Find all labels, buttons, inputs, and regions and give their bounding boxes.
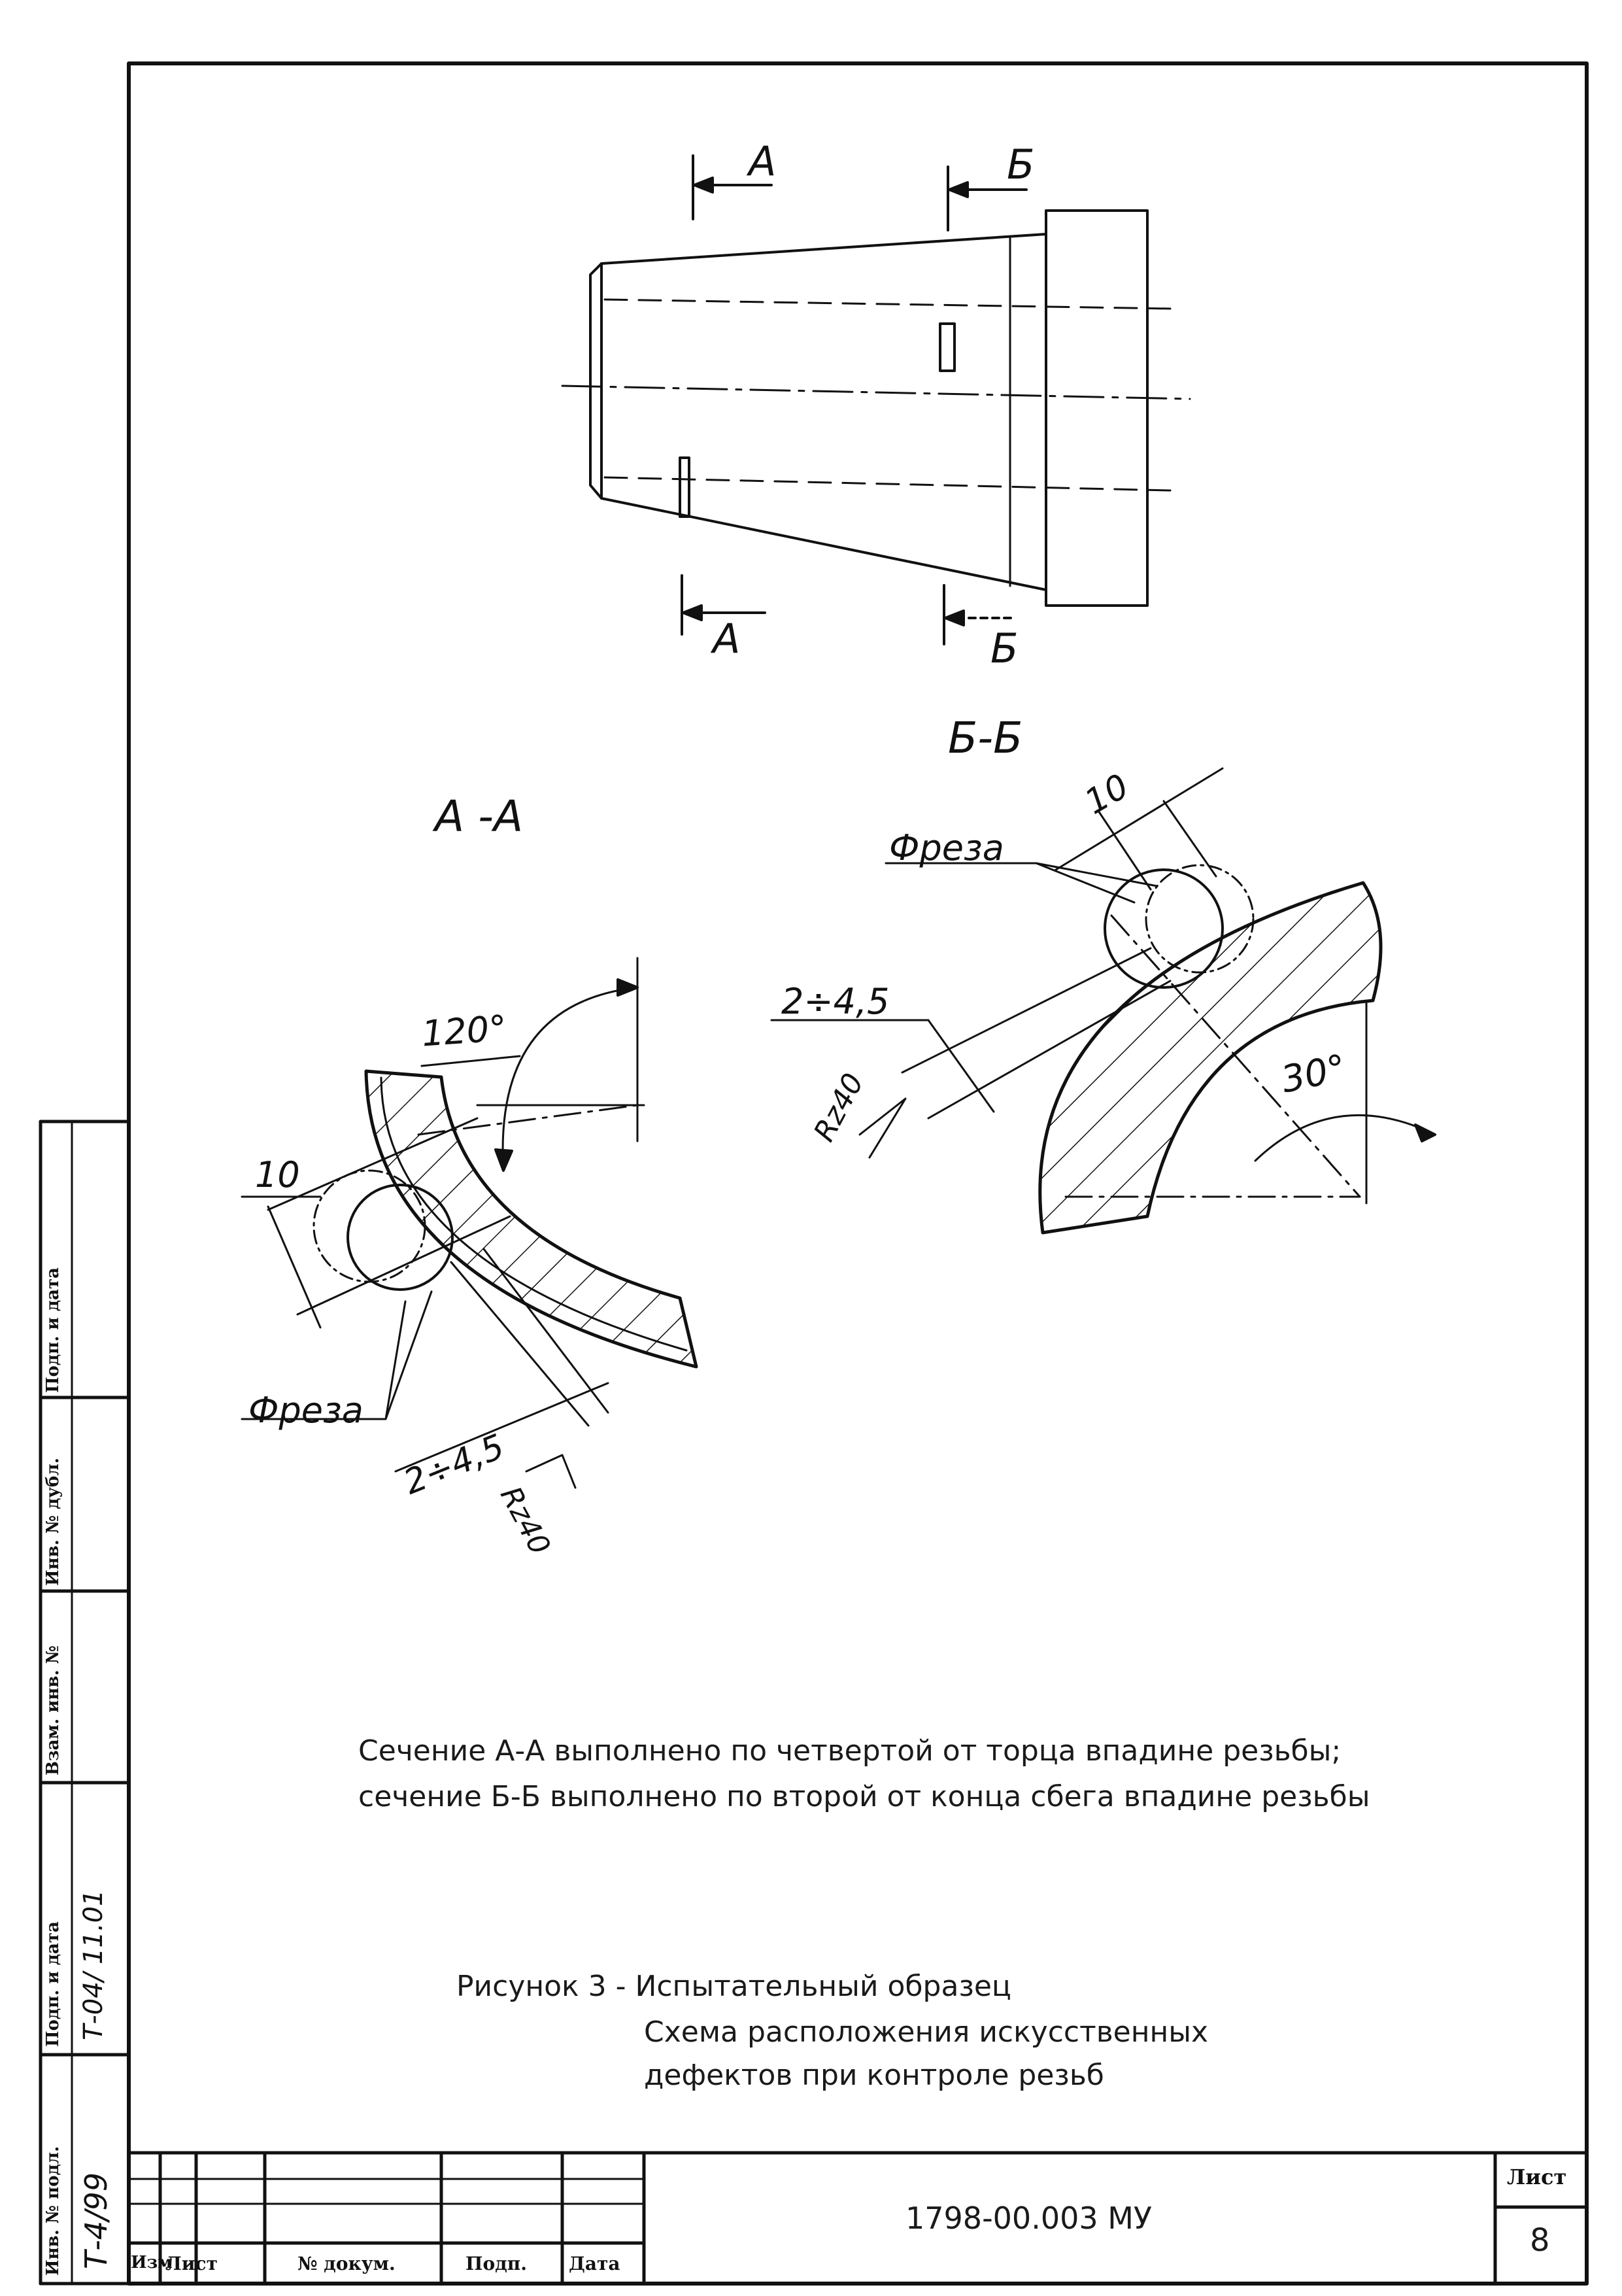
col-list: Лист [165, 2253, 218, 2274]
depth-b-label: 2÷4,5 [781, 981, 890, 1022]
side-inv-podl: Инв. № подл. [43, 2146, 63, 2276]
cutter-a-label: Фреза [248, 1390, 363, 1431]
cut-a-bottom-label: А [713, 615, 741, 662]
side-handwritten-sign: Т-04/ 11.01 [78, 1889, 109, 2040]
figure-caption-line-2: Схема расположения искусственных [644, 2015, 1209, 2049]
rz-a-label: Rz40 [493, 1481, 557, 1560]
depth-a-label: 2÷4,5 [398, 1427, 510, 1503]
angle-120-label: 120° [420, 1007, 509, 1055]
width-10-b-label: 10 [1078, 766, 1136, 823]
width-10-a-label: 10 [255, 1154, 300, 1195]
sheet-frame [129, 63, 1587, 2284]
cut-a-top-label: А [749, 137, 777, 185]
side-podp-data-2: Подп. и дата [43, 1267, 63, 1393]
note-line-1: Сечение А-А выполнено по четвертой от торца впадине резьбы; [358, 1734, 1342, 1768]
figure-caption-line-1: Рисунок 3 - Испытательный образец [456, 1970, 1011, 2003]
col-izm: Изм [131, 2253, 173, 2272]
sheet-number: 8 [1530, 2222, 1550, 2259]
figure-caption-line-3: дефектов при контроле резьб [644, 2059, 1104, 2092]
section-bb-title: Б-Б [948, 713, 1023, 763]
section-aa-title: А -А [435, 791, 524, 842]
doc-number: 1798-00.003 МУ [905, 2201, 1152, 2236]
cut-b-top-label: Б [1007, 141, 1035, 188]
side-vzam-inv: Взам. инв. № [43, 1645, 63, 1775]
side-inv-dubl: Инв. № дубл. [43, 1458, 63, 1586]
sample-main-view [562, 156, 1190, 644]
rz-b-label: Rz40 [807, 1068, 871, 1147]
cutter-b-label: Фреза [889, 827, 1004, 868]
cut-b-bottom-label: Б [990, 625, 1019, 672]
sheet-label: Лист [1507, 2165, 1567, 2189]
side-podp-data-1: Подп. и дата [43, 1921, 63, 2047]
col-doc-number: № докум. [297, 2253, 396, 2274]
angle-30-label: 30° [1277, 1046, 1350, 1102]
note-line-2: сечение Б-Б выполнено по второй от конца сбега впадине резьбы [358, 1780, 1370, 1813]
col-date: Дата [569, 2253, 620, 2274]
col-sign: Подп. [465, 2253, 528, 2274]
side-handwritten-inv: Т-4/99 [78, 2172, 114, 2269]
